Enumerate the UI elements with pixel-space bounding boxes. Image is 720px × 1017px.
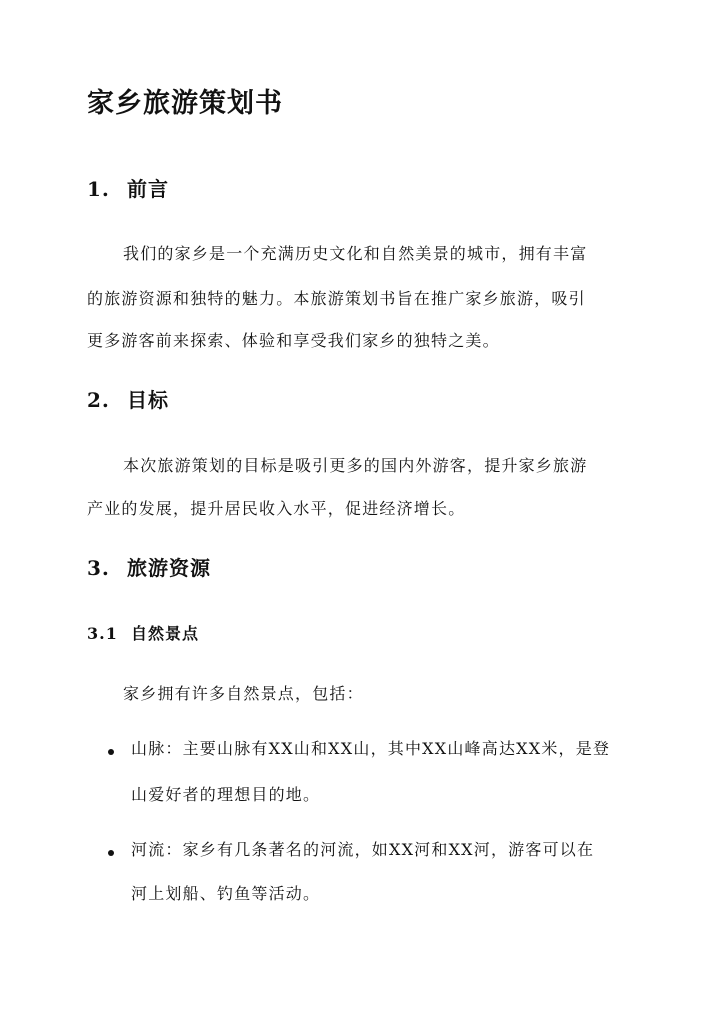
- subsection-heading-natural-sights: [87, 621, 199, 647]
- section-heading-resources: [87, 553, 211, 583]
- section-title: 前言: [127, 177, 169, 201]
- section-title: 目标: [127, 388, 169, 412]
- subsection-intro: 家乡拥有许多自然景点，包括：: [123, 684, 364, 703]
- subsection-number: 3.1: [87, 624, 118, 643]
- list-item-line: 河上划船、钓鱼等活动。: [131, 884, 321, 903]
- bullet-icon: [108, 749, 114, 755]
- section-number: 3.: [87, 556, 110, 580]
- paragraph-line: 更多游客前来探索、体验和享受我们家乡的独特之美。: [87, 331, 500, 350]
- list-item-line: 山脉：主要山脉有XX山和XX山，其中XX山峰高达XX米，是登: [131, 739, 611, 758]
- subsection-title: 自然景点: [131, 624, 200, 643]
- section-heading-preface: [87, 174, 169, 204]
- section-number: 1.: [87, 177, 110, 201]
- section-number: 2.: [87, 388, 110, 412]
- list-item-line: 山爱好者的理想目的地。: [131, 785, 321, 804]
- paragraph-line: 我们的家乡是一个充满历史文化和自然美景的城市，拥有丰富: [123, 244, 588, 263]
- bullet-icon: [108, 850, 114, 856]
- section-heading-goal: [87, 385, 169, 415]
- list-item-line: 河流：家乡有几条著名的河流，如XX河和XX河，游客可以在: [131, 840, 595, 859]
- paragraph-line: 本次旅游策划的目标是吸引更多的国内外游客，提升家乡旅游: [123, 456, 588, 475]
- paragraph-line: 产业的发展，提升居民收入水平，促进经济增长。: [87, 499, 466, 518]
- section-title: 旅游资源: [127, 556, 211, 580]
- paragraph-line: 的旅游资源和独特的魅力。本旅游策划书旨在推广家乡旅游，吸引: [87, 289, 586, 308]
- document-title: 家乡旅游策划书: [87, 88, 283, 119]
